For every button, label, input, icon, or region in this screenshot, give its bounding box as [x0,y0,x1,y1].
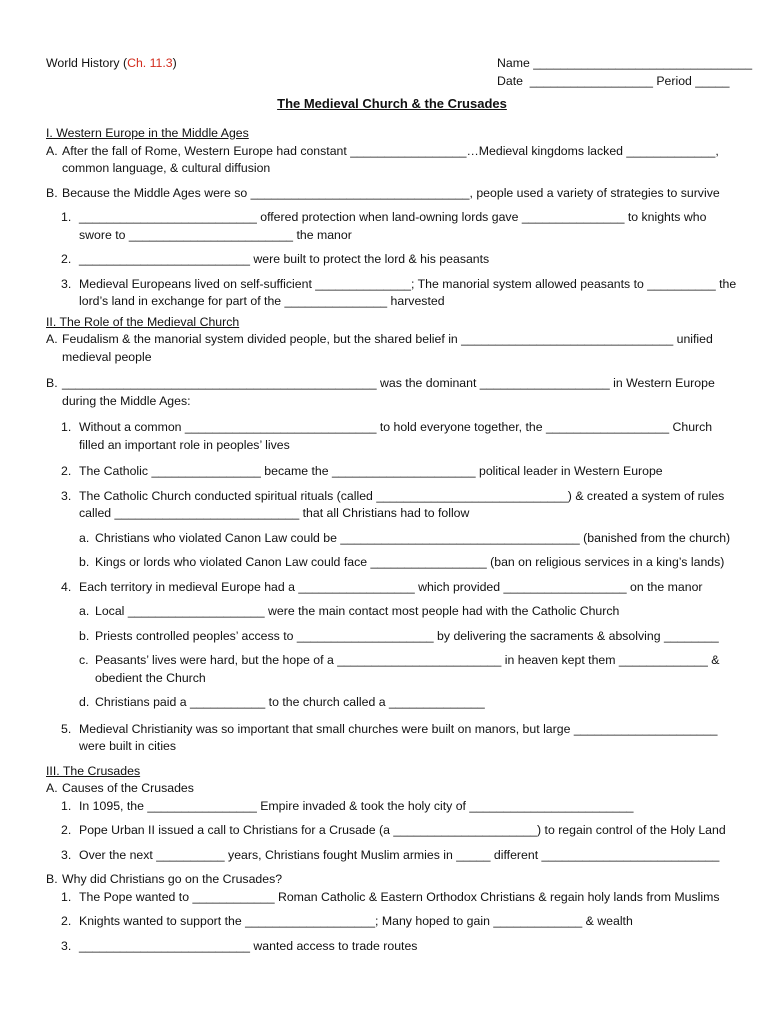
item-text[interactable]: Causes of the Crusades [62,781,194,795]
outline-item [46,871,740,889]
item-label: 1. [61,798,72,813]
item-label: 2. [61,914,72,928]
outline-item [46,822,740,840]
item-label: A. [46,143,58,158]
item-label: B. [46,185,58,200]
item-label: B. [46,376,58,390]
item-text[interactable]: ______________________________________________ was the dominant ___________________ in Western Europe during the Middle Ages: [62,376,715,408]
outline-item [46,847,740,865]
name-line[interactable]: Name ________________________________ [497,56,753,70]
outline-item [46,251,740,269]
item-text[interactable]: __________________________ offered protection when land-owning lords gave _______________ to knights who swore to ________________________ the manor [79,210,707,242]
course-label-close: ) [172,56,177,70]
outline-item [46,938,740,956]
outline-item [46,185,740,203]
item-label: 3. [61,488,72,503]
section-heading: I. Western Europe in the Middle Ages [46,126,249,140]
outline-item [46,889,740,907]
item-text[interactable]: The Pope wanted to ____________ Roman Catholic & Eastern Orthodox Christians & regain holy lands from Muslims [79,889,720,904]
outline-item [46,694,740,712]
item-text[interactable]: Priests controlled peoples’ access to ____________________ by delivering the sacraments & absolving ________ [95,628,719,643]
course-header [46,55,177,73]
item-text[interactable]: _________________________ were built to protect the lord & his peasants [79,252,490,266]
item-text[interactable]: Medieval Europeans lived on self-sufficient ______________; The manorial system allowed peasants to __________ the lord’s land in exchange for part of the _______________ harvested [79,276,737,308]
item-text[interactable]: In 1095, the ________________ Empire invaded & took the holy city of ________________________ [79,798,634,813]
item-label: b. [79,555,90,569]
item-text[interactable]: Medieval Christianity was so important that small churches were built on manors, but large _____________________ were built in cities [79,721,718,753]
item-text[interactable]: Feudalism & the manorial system divided people, but the shared belief in _______________________________ unified medieval people [62,332,713,364]
section-heading: II. The Role of the Medieval Church [46,314,240,329]
item-label: 3. [61,847,72,862]
item-text[interactable]: The Catholic Church conducted spiritual rituals (called ____________________________) & created a system of rules called ___________________________ that all Christians had to follow [79,488,725,520]
item-label: b. [79,628,90,643]
item-label: 4. [61,579,72,594]
item-text[interactable]: Pope Urban II issued a call to Christians for a Crusade (a _____________________) to regain control of the Holy Land [79,823,726,837]
item-text[interactable]: After the fall of Rome, Western Europe had constant _________________…Medieval kingdoms lacked _____________, common language, & cultural diffusion [62,143,719,175]
item-text[interactable]: _________________________ wanted access to trade routes [79,938,418,953]
chapter-label: Ch. 11.3 [127,56,173,70]
outline-item [46,798,740,816]
outline-item [46,603,740,621]
item-text[interactable]: Knights wanted to support the ___________________; Many hoped to gain _____________ & wealth [79,914,633,928]
outline-item [46,419,740,454]
item-label: a. [79,530,90,545]
outline-item [46,463,740,481]
outline-item [46,554,740,572]
student-info [497,55,752,90]
item-label: d. [79,695,90,709]
item-text[interactable]: Why did Christians go on the Crusades? [62,872,283,886]
course-label: World History ( [46,56,128,70]
item-label: 3. [61,938,72,953]
item-text[interactable]: Kings or lords who violated Canon Law could face _________________ (ban on religious services in a king’s lands) [95,555,725,569]
outline-item [46,530,740,548]
outline-item [46,143,740,178]
outline-item [46,276,740,311]
outline-item [46,721,740,756]
item-text[interactable]: Because the Middle Ages were so ________________________________, people used a variety of strategies to survive [62,185,720,200]
outline-item [46,331,740,366]
item-label: 2. [61,823,72,837]
item-text[interactable]: Without a common ____________________________ to hold everyone together, the __________________ Church filled an important role in peoples’ lives [79,420,713,452]
item-label: c. [79,653,89,667]
outline-item [46,579,740,597]
page-title: The Medieval Church & the Crusades [277,96,507,111]
outline-item [46,375,740,410]
outline-item [46,652,740,687]
item-text[interactable]: Christians paid a ___________ to the church called a ______________ [95,695,485,709]
item-text[interactable]: Each territory in medieval Europe had a _________________ which provided __________________ on the manor [79,579,703,594]
item-label: 1. [61,420,72,434]
item-text[interactable]: Christians who violated Canon Law could be ___________________________________ (banished from the church) [95,530,731,545]
item-label: a. [79,604,90,618]
outline-item [46,913,740,931]
section-heading: III. The Crusades [46,763,141,778]
outline [46,122,740,955]
item-label: 3. [61,276,72,291]
outline-item [46,488,740,523]
item-label: B. [46,872,58,886]
item-label: 5. [61,721,72,736]
item-text[interactable]: The Catholic ________________ became the _____________________ political leader in Western Europe [79,464,663,478]
item-text[interactable]: Local ____________________ were the main contact most people had with the Catholic Church [95,604,620,618]
item-label: 2. [61,464,72,478]
item-text[interactable]: Peasants’ lives were hard, but the hope of a ________________________ in heaven kept them _____________ & obedient the Church [95,653,720,685]
item-label: 2. [61,252,72,266]
item-label: 1. [61,889,72,904]
item-text[interactable]: Over the next __________ years, Christians fought Muslim armies in _____ different __________________________ [79,847,720,862]
item-label: A. [46,332,58,346]
outline-item [46,209,740,244]
outline-item [46,628,740,646]
item-label: 1. [61,210,72,224]
outline-item [46,780,740,798]
date-period-line[interactable]: Date __________________ Period _____ [497,73,730,88]
item-label: A. [46,781,58,795]
